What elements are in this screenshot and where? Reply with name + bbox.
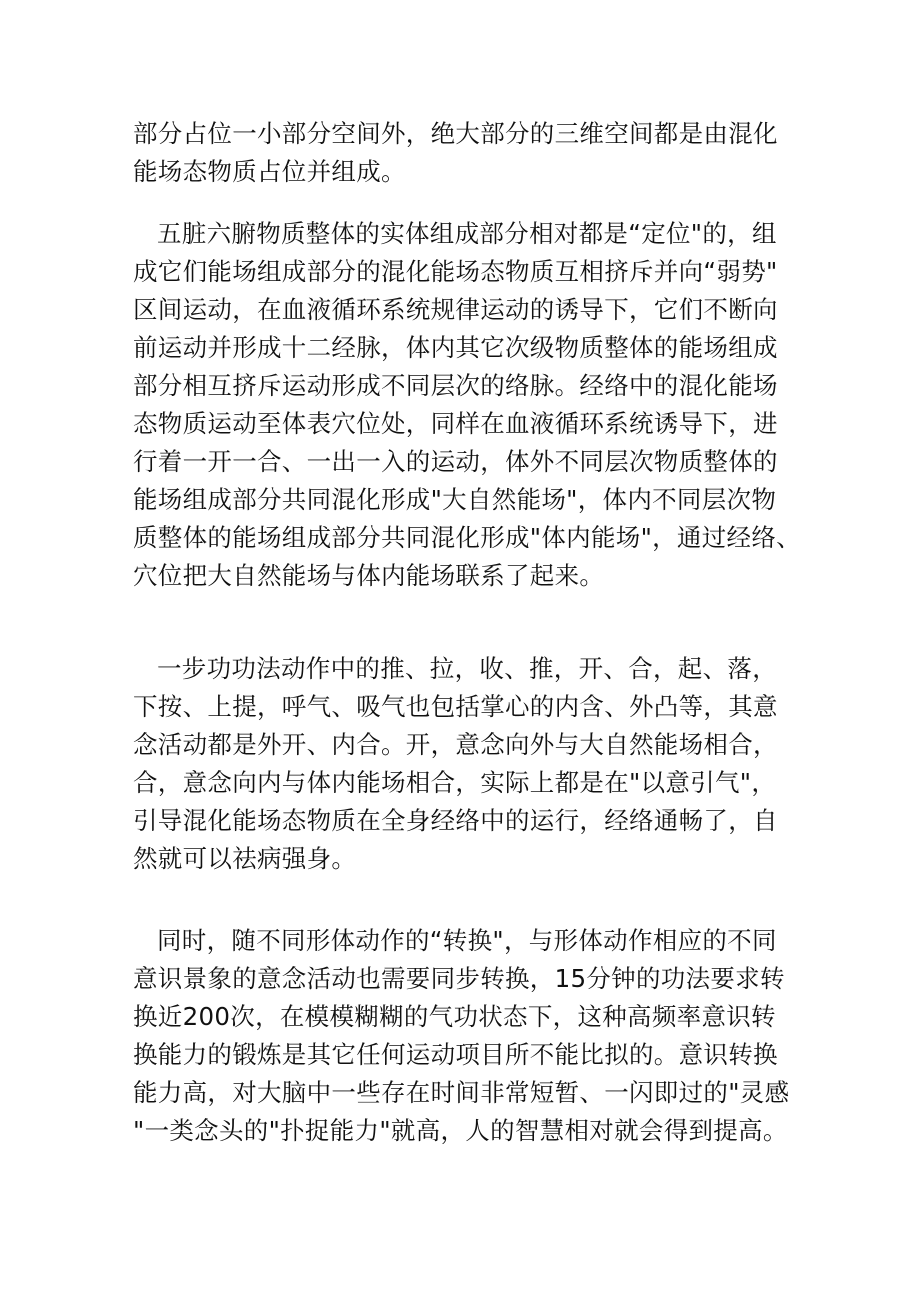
text-line: 部分相互挤斥运动形成不同层次的络脉。经络中的混化能场: [133, 371, 778, 400]
text-line: 换近200次，在模模糊糊的气功状态下，这种高频率意识转: [133, 1002, 776, 1031]
text-line: 下按、上提，呼气、吸气也包括掌心的内含、外凸等，其意: [133, 692, 778, 721]
text-line: 穴位把大自然能场与体内能场联系了起来。: [133, 561, 605, 590]
text-line: 质整体的能场组成部分共同混化形成"体内能场"，通过经络、: [133, 523, 801, 552]
text-line: 一步功功法动作中的推、拉，收、推，开、合，起、落，: [157, 654, 777, 683]
text-line: 念活动都是外开、内合。开，意念向外与大自然能场相合，: [133, 730, 778, 759]
text-line: "一类念头的"扑捉能力"就高，人的智慧相对就会得到提高。: [133, 1116, 788, 1145]
text-line: 换能力的锻炼是其它任何运动项目所不能比拟的。意识转换: [133, 1040, 778, 1069]
paragraph-4: [133, 922, 793, 1150]
text-line: 意识景象的意念活动也需要同步转换，15分钟的功法要求转: [133, 964, 785, 993]
text-line: 前运动并形成十二经脉，体内其它次级物质整体的能场组成: [133, 333, 778, 362]
text-line: 部分占位一小部分空间外，绝大部分的三维空间都是由混化: [133, 119, 778, 148]
paragraph-2: [133, 215, 801, 595]
text-line: 能场态物质占位并组成。: [133, 157, 406, 186]
text-line: 行着一开一合、一出一入的运动，体外不同层次物质整体的: [133, 447, 778, 476]
text-line: 成它们能场组成部分的混化能场态物质互相挤斥并向“弱势": [133, 257, 778, 286]
text-line: 然就可以祛病强身。: [133, 844, 357, 873]
text-line: 能力高，对大脑中一些存在时间非常短暂、一闪即过的"灵感: [133, 1078, 790, 1107]
text-line: 引导混化能场态物质在全身经络中的运行，经络通畅了，自: [133, 806, 778, 835]
text-line: 合，意念向内与体内能场相合，实际上都是在"以意引气"，: [133, 768, 777, 797]
text-line: 同时，随不同形体动作的“转换"，与形体动作相应的不同: [157, 926, 777, 955]
text-line: 五脏六腑物质整体的实体组成部分相对都是“定位"的，组: [157, 219, 777, 248]
text-line: 能场组成部分共同混化形成"大自然能场"，体内不同层次物: [133, 485, 777, 514]
text-line: 区间运动，在血液循环系统规律运动的诱导下，它们不断向: [133, 295, 778, 324]
paragraph-1: [133, 115, 793, 191]
paragraph-3: [133, 650, 793, 878]
text-line: 态物质运动至体表穴位处，同样在血液循环系统诱导下，进: [133, 409, 778, 438]
